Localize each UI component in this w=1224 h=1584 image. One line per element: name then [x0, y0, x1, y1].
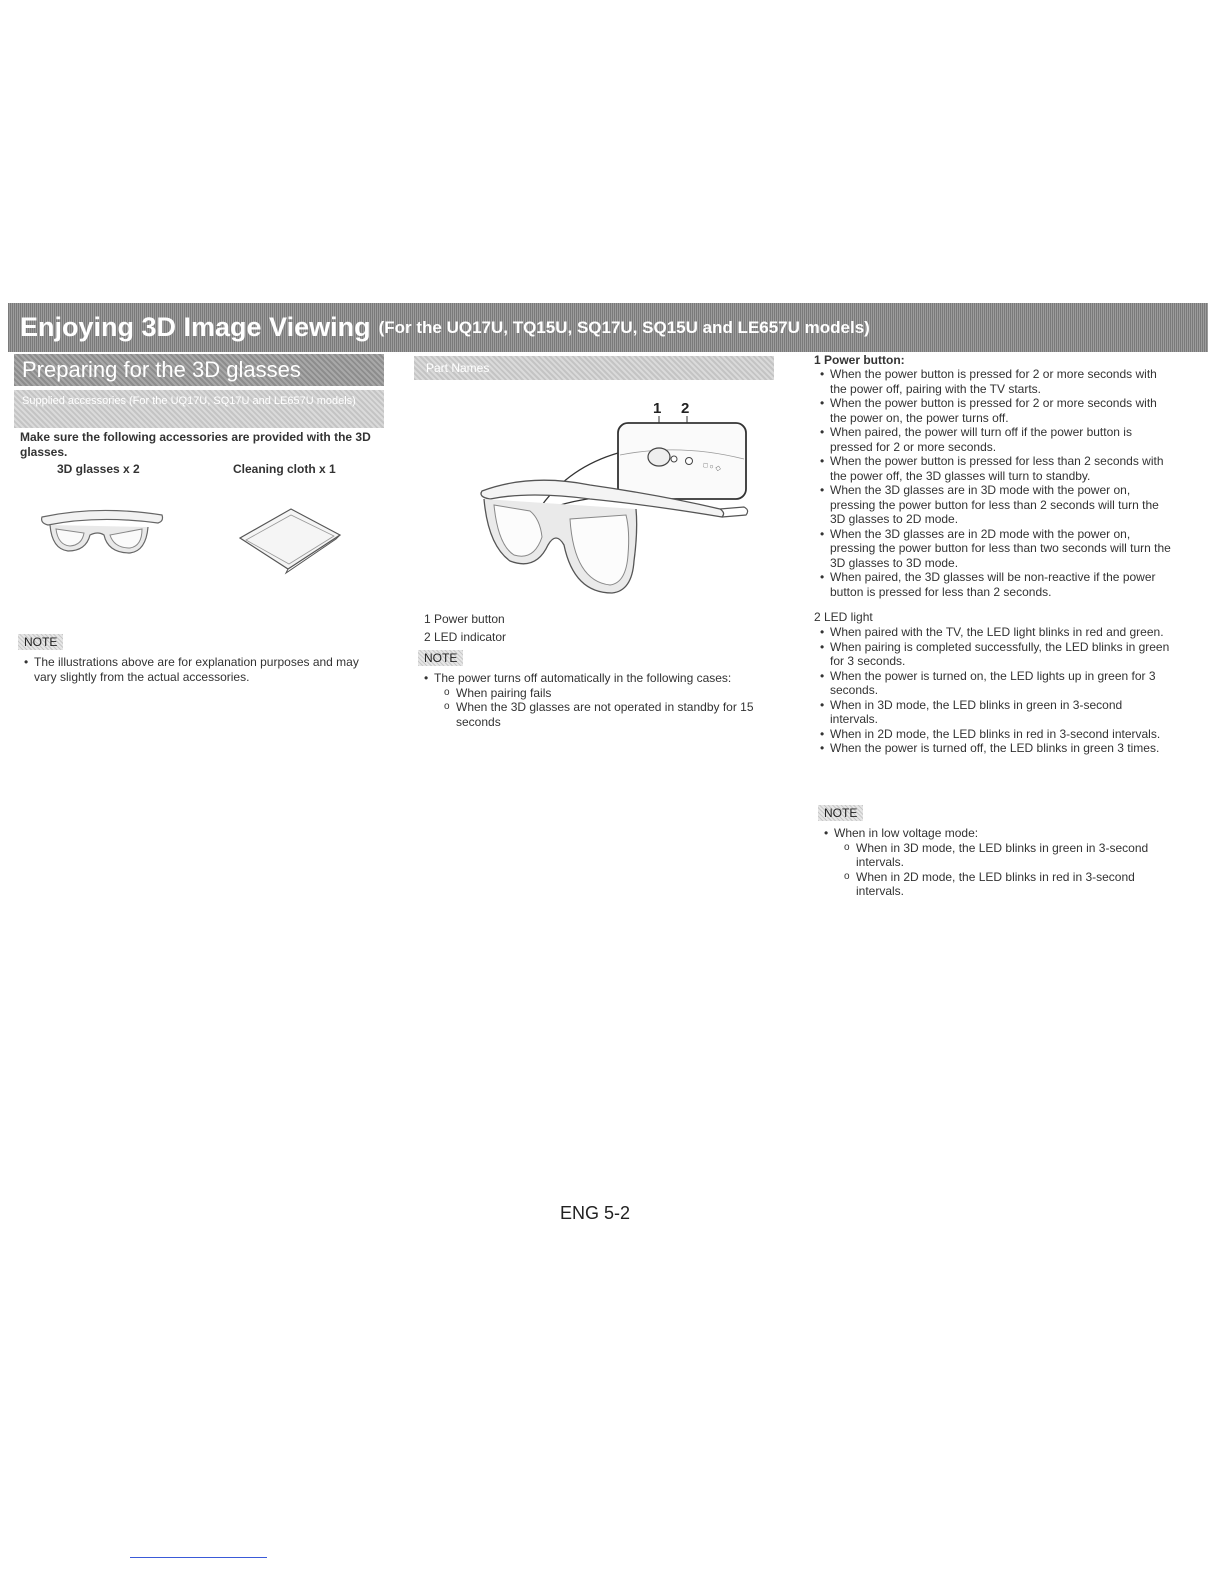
power-button-heading: 1 Power button: [814, 353, 905, 367]
list-item: • When in 2D mode, the LED blinks in red in 3-second intervals. [818, 727, 1173, 742]
list-item: • When in 3D mode, the LED blinks in green in 3-second intervals. [818, 698, 1173, 727]
list-item: o When in 3D mode, the LED blinks in green in 3-second intervals. [822, 841, 1172, 870]
page-banner [8, 303, 1208, 352]
supplied-accessories-subheading: Supplied accessories (For the UQ17U, SQ17U and LE657U models) [14, 390, 384, 428]
power-button-list [818, 367, 1173, 599]
list-item: • When the power button is pressed for 2 or more seconds with the power on, the power turns off. [818, 396, 1173, 425]
list-item: • When the 3D glasses are in 2D mode with the power on, pressing the power button for less than two seconds will turn the 3D glasses to 3D mode. [818, 527, 1173, 571]
accessory-glasses-label: 3D glasses x 2 [57, 462, 140, 476]
led-note-list [822, 826, 1172, 899]
banner-subtitle: (For the UQ17U, TQ15U, SQ17U, SQ15U and LE657U models) [378, 317, 870, 337]
list-item: • When the 3D glasses are in 3D mode with the power on, pressing the power button for less than 2 seconds will turn the 3D glasses to 2D mode. [818, 483, 1173, 527]
list-item: • When the power is turned on, the LED lights up in green for 3 seconds. [818, 669, 1173, 698]
list-item: • The illustrations above are for explanation purposes and may vary slightly from the actual accessories. [22, 655, 377, 684]
list-item: • When the power button is pressed for 2 or more seconds with the power off, pairing with the TV starts. [818, 367, 1173, 396]
callout-2: 2 [681, 400, 690, 417]
list-item: • When paired, the power will turn off if the power button is pressed for 2 or more seconds. [818, 425, 1173, 454]
list-item: • When the power is turned off, the LED blinks in green 3 times. [818, 741, 1173, 756]
led-light-list [818, 625, 1173, 756]
cleaning-cloth-illustration [236, 505, 346, 575]
banner-title: Enjoying 3D Image Viewing [20, 312, 371, 342]
part-names-note-label: NOTE [418, 650, 463, 666]
led-note-label: NOTE [818, 805, 863, 821]
list-item: • When in low voltage mode: [822, 826, 1172, 841]
part-label-led-indicator: 2 LED indicator [424, 630, 507, 644]
list-item: o When in 2D mode, the LED blinks in red in 3-second intervals. [822, 870, 1172, 899]
part-label-power-button: 1 Power button [424, 612, 505, 626]
list-item: o When pairing fails [422, 686, 777, 701]
svg-text:□ ○ ◇: □ ○ ◇ [702, 462, 722, 473]
list-item: • When paired, the 3D glasses will be non-reactive if the power button is pressed for less than 2 seconds. [818, 570, 1173, 599]
list-item: o When the 3D glasses are not operated in standby for 15 seconds [422, 700, 777, 729]
accessory-cloth-label: Cleaning cloth x 1 [233, 462, 336, 476]
preparing-note-list [22, 655, 377, 684]
list-item: • The power turns off automatically in the following cases: [422, 671, 777, 686]
list-item: • When paired with the TV, the LED light blinks in red and green. [818, 625, 1173, 640]
page-number: ENG 5-2 [560, 1203, 631, 1223]
preparing-note-label: NOTE [18, 634, 63, 650]
preparing-heading: Preparing for the 3D glasses [14, 354, 384, 386]
callout-1: 1 [653, 400, 662, 417]
part-names-heading: Part Names [414, 356, 774, 380]
glasses-illustration [38, 505, 168, 565]
list-item: • When the power button is pressed for less than 2 seconds with the power off, the 3D glasses will turn to standby. [818, 454, 1173, 483]
list-item: • When pairing is completed successfully, the LED blinks in green for 3 seconds. [818, 640, 1173, 669]
accessories-intro: Make sure the following accessories are provided with the 3D glasses. [20, 430, 371, 459]
part-names-note-list [422, 671, 777, 729]
footer-rule [130, 1557, 267, 1558]
glasses-part-diagram [470, 395, 770, 605]
led-light-heading: 2 LED light [814, 610, 873, 624]
